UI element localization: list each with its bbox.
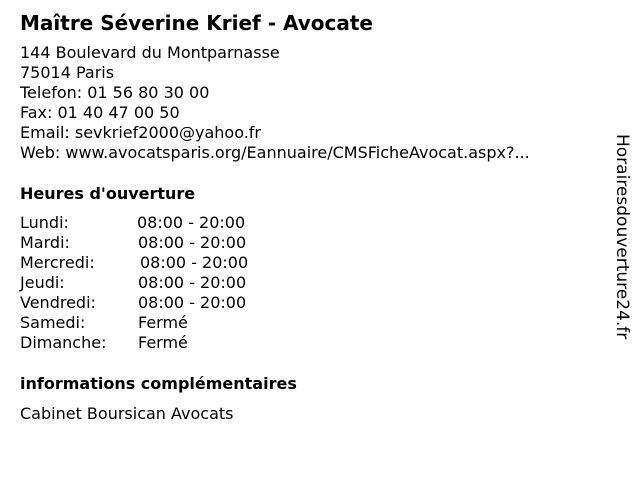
additional-info-text: Cabinet Boursican Avocats (20, 404, 234, 423)
page-title: Maître Séverine Krief - Avocate (20, 11, 373, 35)
opening-hours-table (20, 213, 248, 353)
hours-time: 08:00 - 20:00 (140, 253, 249, 272)
hours-time: 08:00 - 20:00 (138, 293, 247, 312)
contact-block (20, 43, 530, 163)
hours-row-monday (20, 213, 248, 233)
email-line: Email: sevkrief2000@yahoo.fr (20, 123, 262, 142)
hours-row-thursday (20, 273, 248, 293)
web-line: Web: www.avocatsparis.org/Eannuaire/CMSFicheAvocat.aspx?... (20, 143, 530, 162)
address-city: 75014 Paris (20, 63, 115, 82)
site-brand-vertical: Horairesdouverture24.fr (612, 134, 632, 340)
hours-time: Fermé (138, 333, 188, 352)
hours-time: Fermé (138, 313, 188, 332)
fax-line: Fax: 01 40 47 00 50 (20, 103, 180, 122)
hours-time: 08:00 - 20:00 (138, 273, 247, 292)
hours-time: 08:00 - 20:00 (138, 233, 247, 252)
address-street: 144 Boulevard du Montparnasse (20, 43, 280, 62)
additional-info-heading: informations complémentaires (20, 374, 297, 393)
hours-row-friday (20, 293, 248, 313)
hours-row-wednesday (20, 253, 248, 273)
hours-row-saturday (20, 313, 248, 333)
opening-hours-heading: Heures d'ouverture (20, 184, 196, 203)
hours-day: Samedi: (20, 313, 86, 332)
hours-day: Jeudi: (20, 273, 65, 292)
hours-day: Mercredi: (20, 253, 95, 272)
hours-row-tuesday (20, 233, 248, 253)
hours-day: Mardi: (20, 233, 70, 252)
hours-time: 08:00 - 20:00 (137, 213, 246, 232)
hours-day: Vendredi: (20, 293, 96, 312)
hours-day: Lundi: (20, 213, 69, 232)
hours-day: Dimanche: (20, 333, 107, 352)
phone-line: Telefon: 01 56 80 30 00 (20, 83, 210, 102)
hours-row-sunday (20, 333, 248, 353)
